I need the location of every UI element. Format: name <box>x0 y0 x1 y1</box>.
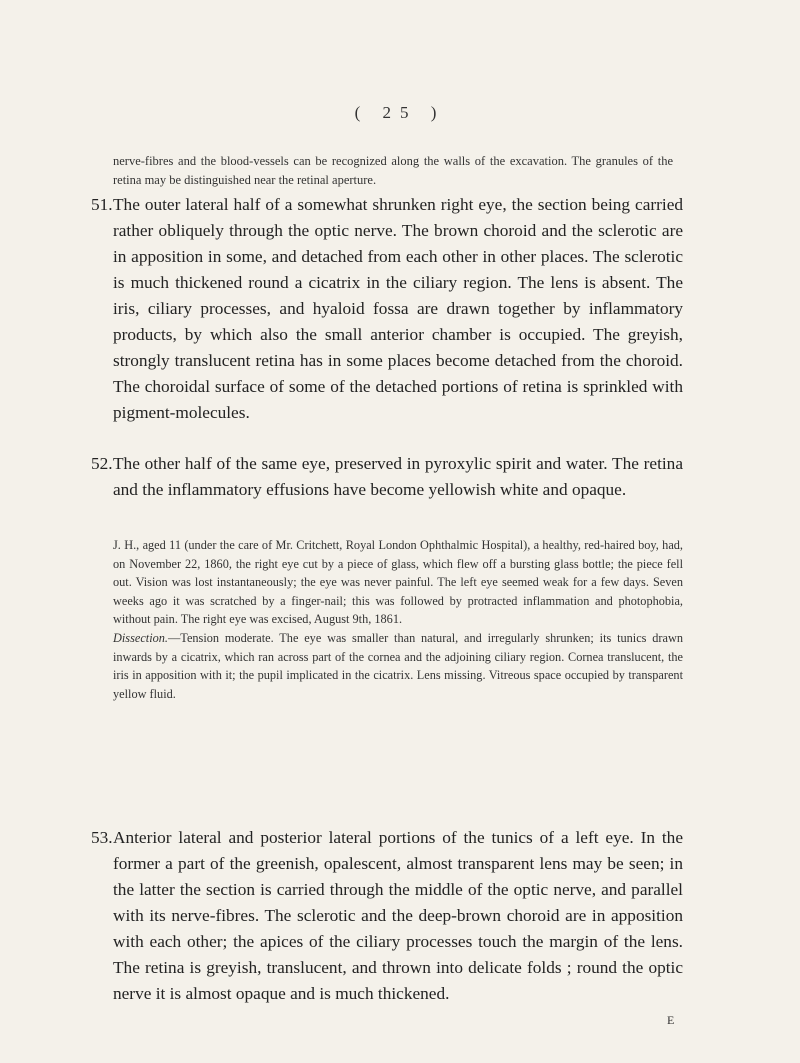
entry-number: 53. <box>91 828 113 847</box>
signature-mark: E <box>667 1013 675 1027</box>
dissection-paragraph <box>113 629 683 703</box>
entry-text: The outer lateral half of a somewhat shrunken right eye, the section being carried rather obliquely through the optic nerve. The brown choroid and the sclerotic are in apposition in some, and detached from each other in other places. The sclerotic is much thickened round a cicatrix in the ciliary region. The lens is absent. The iris, ciliary processes, and hyaloid fossa are drawn together by inflammatory products, by which also the small anterior chamber is occupied. The greyish, strongly translucent retina has in some places become detached from the choroid. The choroidal surface of some of the detached portions of retina is sprinkled with pigment-molecules. <box>113 195 683 422</box>
entry-number: 51. <box>91 195 113 214</box>
page-number: ( 25 ) <box>354 103 446 122</box>
intro-paragraph: nerve-fibres and the blood-vessels can be recognized along the walls of the excavation. The granules of the retina may be distinguished near the retinal aperture. <box>113 154 673 187</box>
entry-number: 52. <box>91 454 113 473</box>
case-history: J. H., aged 11 (under the care of Mr. Critchett, Royal London Ophthalmic Hospital), a healthy, red-haired boy, had, on November 22, 1860, the right eye cut by a piece of glass, which flew off a bursting glass bottle; the piece fell out. Vision was lost instantaneously; the eye was never painful. The left eye seemed weak for a few days. Seven weeks ago it was scratched by a finger-nail; this was followed by protracted inflammation and photophobia, without pain. The right eye was excised, August 9th, 1861. <box>113 538 683 627</box>
entry-text: Anterior lateral and posterior lateral portions of the tunics of a left eye. In the former a part of the greenish, opalescent, almost transparent lens may be seen; in the latter the section is carried through the middle of the optic nerve, and parallel with its nerve-fibres. The sclerotic and the deep-brown choroid are in apposition with each other; the apices of the ciliary processes touch the margin of the lens. The retina is greyish, translucent, and thrown into delicate folds ; round the optic nerve it is almost opaque and is much thickened. <box>113 828 683 1003</box>
entry-text: The other half of the same eye, preserved in pyroxylic spirit and water. The retina and the inflammatory effusions have become yellowish white and opaque. <box>113 454 683 499</box>
case-notes <box>113 536 683 703</box>
dissection-text: —Tension moderate. The eye was smaller than natural, and irregularly shrunken; its tunics drawn inwards by a cicatrix, which ran across part of the cornea and the adjoining ciliary region. Cornea translucent, the iris in apposition with it; the pupil implicated in the cicatrix. Lens missing. Vitreous space occupied by transparent yellow fluid. <box>113 630 683 701</box>
entry-52 <box>91 451 683 503</box>
entry-51 <box>91 192 683 426</box>
entry-53 <box>91 825 683 1007</box>
dissection-label: Dissection. <box>113 630 168 645</box>
